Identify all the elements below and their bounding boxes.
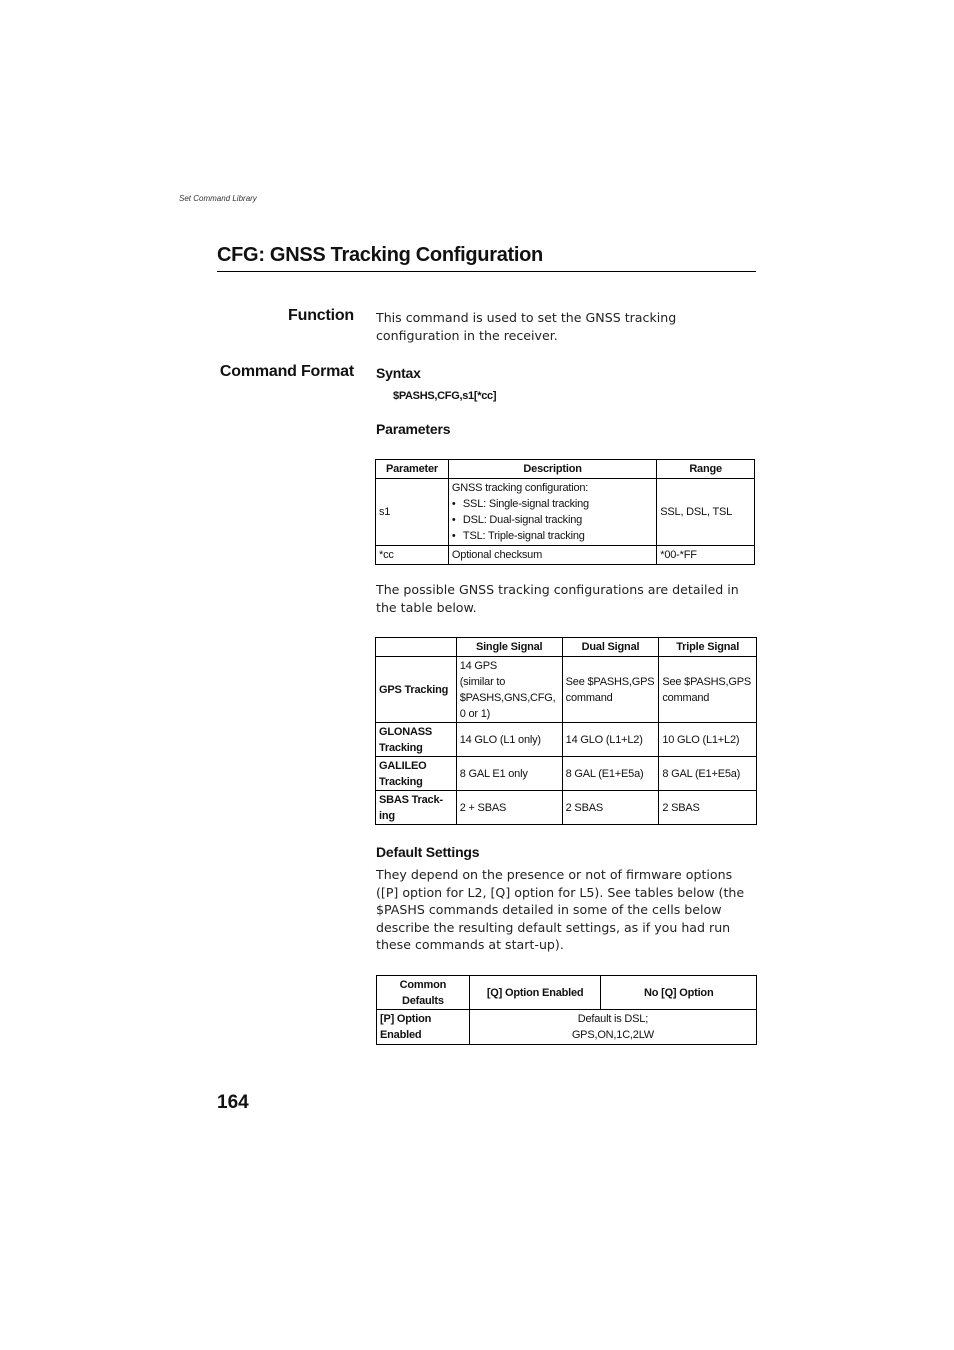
configs-intro-text: The possible GNSS tracking configurations are detailed in the table below. <box>376 582 739 615</box>
row-label-cell: GLONASS Tracking <box>376 723 457 757</box>
title-divider <box>217 271 756 272</box>
parameter-cell: s1 <box>376 479 449 546</box>
list-item: • DSL: Dual-signal tracking <box>452 512 653 528</box>
list-item: • SSL: Single-signal tracking <box>452 496 653 512</box>
description-intro: GNSS tracking configuration: <box>451 482 589 494</box>
table-row <box>376 546 755 565</box>
range-cell: SSL, DSL, TSL <box>657 479 755 546</box>
column-header: Common Defaults <box>377 976 470 1010</box>
parameters-table <box>375 459 755 565</box>
syntax-command: $PASHS,CFG,s1[*cc] <box>393 390 497 402</box>
function-text: This command is used to set the GNSS tracking configuration in the receiver. <box>376 310 677 343</box>
table-cell: 8 GAL (E1+E5a) <box>562 757 659 791</box>
row-label-cell: SBAS Track- ing <box>376 791 457 825</box>
function-label: Function <box>288 307 354 324</box>
table-cell: See $PASHS,GPS command <box>562 657 659 723</box>
table-row <box>376 791 757 825</box>
table-header-row <box>376 638 757 657</box>
column-header: Triple Signal <box>659 638 757 657</box>
table-cell: 8 GAL (E1+E5a) <box>659 757 757 791</box>
table-row <box>377 1010 757 1045</box>
row-label-cell: GALILEO Tracking <box>376 757 457 791</box>
defaults-table <box>376 975 757 1045</box>
parameter-cell: *cc <box>376 546 449 565</box>
column-header: [Q] Option Enabled <box>469 976 601 1010</box>
table-cell: 2 + SBAS <box>456 791 562 825</box>
table-cell: 10 GLO (L1+L2) <box>659 723 757 757</box>
syntax-heading: Syntax <box>376 365 421 381</box>
table-cell: See $PASHS,GPS command <box>659 657 757 723</box>
column-header: Single Signal <box>456 638 562 657</box>
column-header: Range <box>657 460 755 479</box>
page-number: 164 <box>217 1092 249 1113</box>
column-header: Description <box>448 460 656 479</box>
table-header-row <box>377 976 757 1010</box>
table-row <box>376 479 755 546</box>
column-header: No [Q] Option <box>601 976 757 1010</box>
description-cell: Optional checksum <box>448 546 656 565</box>
default-settings-heading: Default Settings <box>376 844 480 860</box>
range-cell: *00-*FF <box>657 546 755 565</box>
description-list <box>452 496 653 544</box>
row-label-cell: [P] Option Enabled <box>377 1010 470 1045</box>
table-cell: 2 SBAS <box>562 791 659 825</box>
table-cell: 2 SBAS <box>659 791 757 825</box>
table-cell: 14 GLO (L1+L2) <box>562 723 659 757</box>
default-settings-text: They depend on the presence or not of firmware options ([P] option for L2, [Q] option for L5). See tables below (the $PASHS commands detailed in some of the cells below describe the resulting default settings, as if you had run these commands at start-up). <box>376 867 745 953</box>
configurations-table <box>375 637 757 825</box>
running-header: Set Command Library <box>179 194 257 203</box>
table-cell: 8 GAL E1 only <box>456 757 562 791</box>
column-header <box>376 638 457 657</box>
description-cell <box>448 479 656 546</box>
parameters-heading: Parameters <box>376 421 451 437</box>
list-item: • TSL: Triple-signal tracking <box>452 528 653 544</box>
table-cell: 14 GLO (L1 only) <box>456 723 562 757</box>
table-cell: Default is DSL; GPS,ON,1C,2LW <box>469 1010 756 1045</box>
table-row <box>376 757 757 791</box>
table-row <box>376 723 757 757</box>
page-title: CFG: GNSS Tracking Configuration <box>217 244 543 266</box>
column-header: Parameter <box>376 460 449 479</box>
row-label-cell: GPS Tracking <box>376 657 457 723</box>
table-header-row <box>376 460 755 479</box>
command-format-label: Command Format <box>219 363 354 380</box>
column-header: Dual Signal <box>562 638 659 657</box>
table-row <box>376 657 757 723</box>
table-cell: 14 GPS (similar to $PASHS,GNS,CFG, 0 or 1) <box>456 657 562 723</box>
